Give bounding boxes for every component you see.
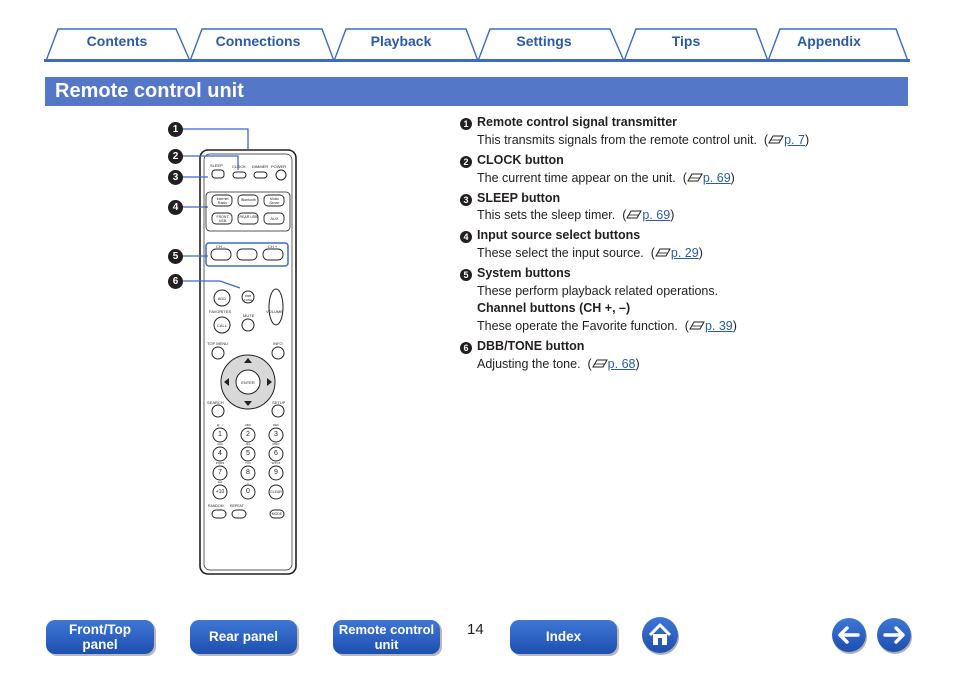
remote-btn-dbb: DBB TONE	[243, 294, 253, 302]
remote-label-ch-plus: CH +	[268, 244, 278, 249]
item-1-number: 1	[460, 118, 472, 130]
item-3-number: 3	[460, 194, 472, 206]
remote-body-graphic	[160, 120, 310, 580]
remote-key-3-sub: DEF	[273, 423, 279, 427]
item-2-ref-link[interactable]: p. 69	[702, 171, 731, 185]
front-top-panel-button[interactable]	[46, 620, 154, 654]
item-3-heading	[460, 191, 560, 206]
item-1-ref-link[interactable]: p. 7	[784, 133, 805, 147]
next-page-button[interactable]	[877, 618, 911, 652]
item-2-ref[interactable]: ( p. 69)	[679, 171, 735, 185]
item-5-sub-title: Channel buttons (CH +, –)	[477, 301, 631, 315]
item-5-heading	[460, 266, 571, 281]
item-1-heading	[460, 115, 677, 130]
index-label: Index	[545, 629, 582, 644]
home-button[interactable]	[642, 617, 678, 653]
remote-control-label-2: unit	[374, 637, 399, 652]
remote-btn-mode: MODE	[271, 512, 283, 516]
item-5-number: 5	[460, 269, 472, 281]
remote-label-setup: SETUP	[272, 400, 286, 405]
item-4-number: 4	[460, 231, 472, 243]
remote-key-3: 3	[274, 431, 278, 438]
remote-key-1: 1	[218, 431, 222, 438]
top-tab-bar	[44, 27, 910, 63]
item-1-ref[interactable]: ( p. 7)	[760, 133, 810, 147]
item-4-ref-link[interactable]: p. 29	[670, 246, 699, 260]
remote-key-4: 4	[218, 450, 222, 457]
remote-btn-add: ADD	[217, 296, 227, 301]
remote-key-4-sub: GHI	[217, 442, 223, 446]
front-top-label-1: Front/Top	[69, 622, 131, 637]
item-6-title: DBB/TONE button	[477, 339, 585, 353]
remote-btn-music-server: Music Server	[269, 197, 280, 205]
item-2-title: CLOCK button	[477, 153, 564, 167]
item-1-title: Remote control signal transmitter	[477, 115, 678, 129]
remote-label-volume: VOLUME	[266, 309, 283, 314]
remote-key-1-sub: @ . /	[216, 423, 224, 427]
remote-key-0-sub: ␣	[247, 480, 249, 484]
item-4-ref[interactable]: ( p. 29)	[647, 246, 703, 260]
item-5-sub-body	[477, 319, 737, 333]
remote-key-7-sub: PQRS	[215, 461, 225, 465]
item-6-ref[interactable]: ( p. 68)	[584, 357, 640, 371]
remote-label-random: RANDOM	[208, 504, 224, 508]
remote-label-mute: MUTE	[243, 313, 255, 318]
remote-btn-enter: ENTER	[241, 380, 255, 385]
book-icon	[592, 359, 608, 369]
tab-tips[interactable]: Tips	[671, 33, 701, 49]
remote-key-9: 9	[274, 469, 278, 476]
remote-btn-call: CALL	[216, 323, 227, 328]
remote-illustration	[160, 120, 310, 580]
arrow-right-icon	[877, 618, 911, 652]
item-5-body: These perform playback related operations.	[477, 284, 719, 298]
item-4-title: Input source select buttons	[477, 228, 641, 242]
item-2-text: The current time appear on the unit.	[477, 171, 676, 185]
remote-key-8-sub: TUV	[245, 461, 251, 465]
item-4-text: These select the input source.	[477, 246, 644, 260]
item-1-text: This transmits signals from the remote control unit.	[477, 133, 757, 147]
remote-btn-bluetooth: Bluetooth	[241, 198, 256, 202]
rear-panel-button[interactable]	[190, 620, 297, 654]
item-6-number: 6	[460, 342, 472, 354]
tab-appendix[interactable]: Appendix	[797, 33, 861, 49]
item-6-text: Adjusting the tone.	[477, 357, 581, 371]
callout-5: 5	[168, 249, 183, 264]
remote-key-2: 2	[246, 431, 250, 438]
remote-btn-rear-usb: REAR USB	[239, 215, 258, 219]
item-2-heading	[460, 153, 564, 168]
item-3-ref[interactable]: ( p. 69)	[618, 208, 675, 222]
index-button[interactable]	[510, 620, 617, 654]
book-icon	[768, 135, 784, 145]
remote-control-unit-button[interactable]	[333, 620, 440, 654]
tab-underline-rule	[44, 59, 910, 62]
tab-settings[interactable]: Settings	[516, 33, 572, 49]
tab-connections[interactable]: Connections	[215, 33, 301, 49]
remote-key-clear: CLEAR	[270, 490, 282, 494]
remote-btn-aux: AUX	[270, 216, 279, 221]
item-1-body	[477, 133, 809, 147]
rear-panel-label: Rear panel	[208, 629, 279, 644]
callout-6: 6	[168, 274, 183, 289]
remote-key-7: 7	[218, 469, 222, 476]
remote-label-favorites: FAVORITES	[209, 309, 232, 314]
remote-key-9-sub: WXYZ	[271, 461, 281, 465]
item-3-text: This sets the sleep timer.	[477, 208, 616, 222]
tab-playback[interactable]: Playback	[370, 33, 432, 49]
item-5-ref[interactable]: ( p. 39)	[681, 319, 737, 333]
arrow-left-icon	[832, 618, 866, 652]
remote-label-clock: CLOCK	[232, 164, 246, 169]
book-icon	[626, 210, 642, 220]
section-header-bar	[45, 77, 908, 106]
remote-control-label-1: Remote control	[338, 622, 435, 637]
remote-label-power: POWER	[271, 164, 287, 169]
remote-label-ch-minus: CH –	[216, 244, 226, 249]
remote-key-6-sub: MNO	[272, 442, 280, 446]
item-3-body	[477, 208, 674, 222]
book-icon	[687, 173, 703, 183]
item-2-number: 2	[460, 156, 472, 168]
item-3-title: SLEEP button	[477, 191, 561, 205]
remote-label-top-menu: TOP MENU	[207, 341, 228, 346]
remote-key-plus10-sub: a/A	[217, 480, 223, 484]
item-5-sub-text: These operate the Favorite function.	[477, 319, 678, 333]
callout-3: 3	[168, 170, 183, 185]
remote-label-sleep: SLEEP	[210, 163, 223, 168]
remote-key-6: 6	[274, 450, 278, 457]
previous-page-button[interactable]	[832, 618, 866, 652]
book-icon	[689, 321, 705, 331]
remote-key-5-sub: JKL	[245, 442, 251, 446]
remote-label-dimmer: DIMMER	[252, 164, 269, 169]
home-icon	[642, 617, 678, 653]
item-4-heading	[460, 228, 640, 243]
remote-btn-internet-radio: Internet Radio	[216, 197, 229, 205]
remote-key-8: 8	[246, 469, 250, 476]
remote-key-0: 0	[246, 488, 250, 495]
callout-4: 4	[168, 200, 183, 215]
callout-2: 2	[168, 149, 183, 164]
item-3-ref-link[interactable]: p. 69	[642, 208, 671, 222]
remote-key-2-sub: ABC	[244, 423, 252, 427]
item-4-body	[477, 246, 703, 260]
remote-btn-front-usb: FRONT USB	[216, 215, 229, 223]
remote-key-plus10: +10	[215, 489, 225, 495]
callout-1: 1	[168, 122, 183, 137]
remote-label-info: INFO	[273, 341, 283, 346]
section-title: Remote control unit	[55, 80, 244, 102]
book-icon	[655, 248, 671, 258]
front-top-label-2: panel	[82, 637, 118, 652]
page-number: 14	[467, 621, 484, 638]
remote-label-repeat: REPEAT	[230, 504, 244, 508]
item-6-body	[477, 357, 640, 371]
item-6-ref-link[interactable]: p. 68	[607, 357, 636, 371]
remote-label-search: SEARCH	[207, 400, 224, 405]
item-5-title: System buttons	[477, 266, 571, 280]
item-2-body	[477, 171, 735, 185]
item-6-heading	[460, 339, 584, 354]
remote-key-5: 5	[246, 450, 250, 457]
tab-contents[interactable]: Contents	[86, 33, 148, 49]
item-5-ref-link[interactable]: p. 39	[704, 319, 733, 333]
